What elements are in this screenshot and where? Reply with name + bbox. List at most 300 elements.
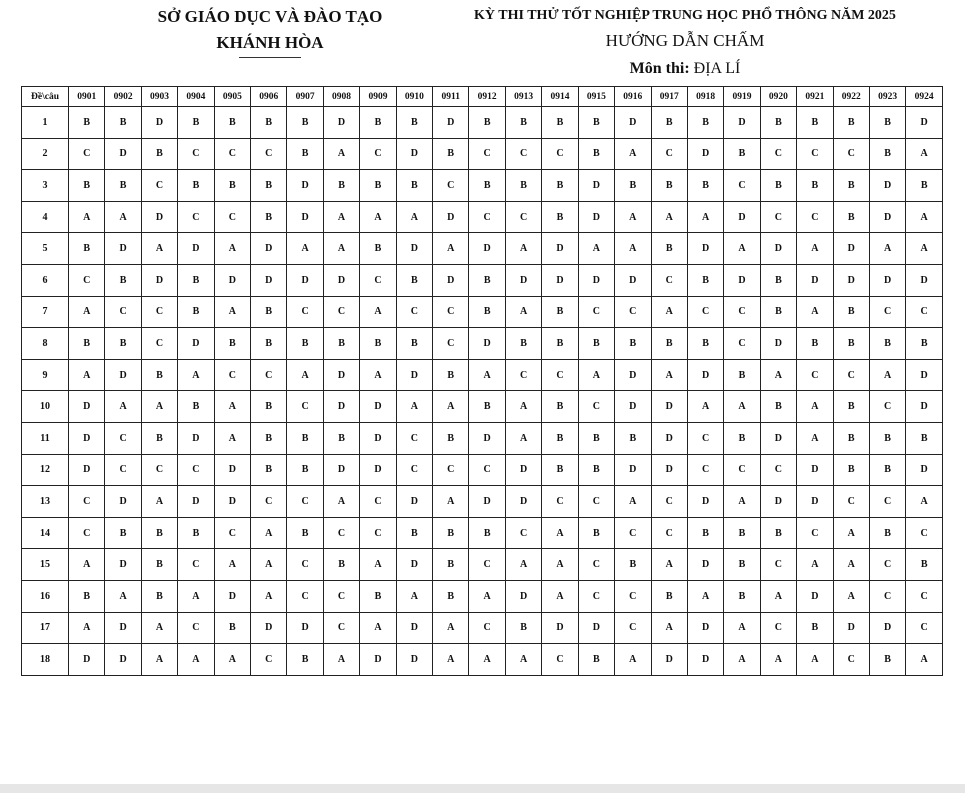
answer-cell: B xyxy=(69,107,105,139)
answer-cell: D xyxy=(833,612,869,644)
answer-cell: A xyxy=(724,644,760,676)
exam-code-header: 0919 xyxy=(724,87,760,107)
answer-cell: D xyxy=(287,612,323,644)
answer-cell: A xyxy=(214,391,250,423)
answer-cell: C xyxy=(287,391,323,423)
answer-cell: B xyxy=(578,454,614,486)
answer-cell: A xyxy=(396,580,432,612)
answer-cell: C xyxy=(323,580,359,612)
answer-cell: C xyxy=(687,422,723,454)
answer-cell: C xyxy=(178,138,214,170)
question-number: 6 xyxy=(22,264,69,296)
answer-cell: C xyxy=(69,264,105,296)
answer-cell: D xyxy=(833,264,869,296)
answer-cell: D xyxy=(178,486,214,518)
answer-cell: B xyxy=(906,422,943,454)
answer-cell: C xyxy=(578,391,614,423)
answer-cell: C xyxy=(578,296,614,328)
table-row xyxy=(22,264,943,296)
answer-cell: D xyxy=(651,454,687,486)
answer-cell: A xyxy=(360,201,396,233)
answer-cell: C xyxy=(542,138,578,170)
answer-cell: B xyxy=(396,328,432,360)
question-number: 16 xyxy=(22,580,69,612)
answer-cell: A xyxy=(360,296,396,328)
answer-cell: D xyxy=(214,264,250,296)
answer-cell: C xyxy=(214,201,250,233)
answer-cell: C xyxy=(469,549,505,581)
answer-cell: A xyxy=(760,359,796,391)
answer-cell: B xyxy=(287,138,323,170)
answer-cell: D xyxy=(287,170,323,202)
answer-cell: A xyxy=(69,359,105,391)
answer-cell: B xyxy=(615,549,651,581)
answer-cell: A xyxy=(615,486,651,518)
answer-cell: B xyxy=(178,264,214,296)
answer-cell: D xyxy=(105,549,141,581)
answer-cell: C xyxy=(178,549,214,581)
answer-cell: B xyxy=(469,517,505,549)
answer-cell: B xyxy=(251,296,287,328)
answer-cell: A xyxy=(578,359,614,391)
answer-cell: B xyxy=(141,549,177,581)
answer-cell: A xyxy=(724,233,760,265)
answer-cell: C xyxy=(251,359,287,391)
answer-cell: D xyxy=(760,486,796,518)
department-header xyxy=(120,6,420,58)
answer-cell: B xyxy=(542,422,578,454)
answer-cell: A xyxy=(69,612,105,644)
answer-cell: B xyxy=(433,359,469,391)
answer-cell: D xyxy=(214,454,250,486)
answer-cell: C xyxy=(869,580,905,612)
answer-cell: A xyxy=(69,549,105,581)
answer-cell: C xyxy=(760,549,796,581)
question-number: 5 xyxy=(22,233,69,265)
answer-cell: D xyxy=(105,644,141,676)
answer-cell: C xyxy=(651,264,687,296)
answer-cell: B xyxy=(651,580,687,612)
answer-cell: B xyxy=(651,107,687,139)
answer-cell: B xyxy=(251,201,287,233)
question-number: 11 xyxy=(22,422,69,454)
answer-cell: A xyxy=(433,612,469,644)
answer-cell: D xyxy=(615,264,651,296)
answer-cell: C xyxy=(69,138,105,170)
answer-cell: B xyxy=(214,107,250,139)
table-row xyxy=(22,422,943,454)
question-number: 10 xyxy=(22,391,69,423)
answer-cell: B xyxy=(287,328,323,360)
answer-cell: D xyxy=(178,422,214,454)
answer-cell: D xyxy=(869,612,905,644)
answer-cell: C xyxy=(615,296,651,328)
answer-cell: B xyxy=(396,264,432,296)
answer-cell: B xyxy=(542,170,578,202)
answer-cell: B xyxy=(396,170,432,202)
answer-cell: A xyxy=(906,201,943,233)
answer-cell: B xyxy=(433,138,469,170)
exam-code-header: 0905 xyxy=(214,87,250,107)
answer-cell: C xyxy=(360,486,396,518)
answer-cell: A xyxy=(542,517,578,549)
table-row xyxy=(22,107,943,139)
answer-cell: C xyxy=(141,170,177,202)
answer-cell: B xyxy=(323,328,359,360)
answer-cell: A xyxy=(505,644,541,676)
answer-cell: D xyxy=(906,264,943,296)
question-number: 7 xyxy=(22,296,69,328)
question-number: 8 xyxy=(22,328,69,360)
answer-cell: A xyxy=(833,580,869,612)
answer-cell: B xyxy=(396,517,432,549)
answer-cell: B xyxy=(105,517,141,549)
answer-cell: B xyxy=(178,107,214,139)
answer-cell: A xyxy=(505,296,541,328)
answer-cell: C xyxy=(287,486,323,518)
answer-cell: B xyxy=(578,644,614,676)
answer-cell: D xyxy=(141,264,177,296)
answer-cell: B xyxy=(833,328,869,360)
answer-cell: D xyxy=(724,107,760,139)
answer-cell: A xyxy=(724,391,760,423)
answer-cell: D xyxy=(578,612,614,644)
answer-cell: A xyxy=(69,296,105,328)
answer-cell: C xyxy=(906,517,943,549)
answer-cell: C xyxy=(469,454,505,486)
answer-cell: C xyxy=(287,549,323,581)
answer-cell: A xyxy=(105,580,141,612)
question-number: 9 xyxy=(22,359,69,391)
answer-cell: D xyxy=(651,422,687,454)
answer-cell: B xyxy=(178,170,214,202)
answer-cell: C xyxy=(833,138,869,170)
question-number: 13 xyxy=(22,486,69,518)
answer-cell: B xyxy=(687,264,723,296)
answer-cell: D xyxy=(869,170,905,202)
answer-cell: D xyxy=(360,391,396,423)
answer-cell: C xyxy=(433,328,469,360)
answer-cell: A xyxy=(797,549,833,581)
table-row xyxy=(22,644,943,676)
answer-cell: B xyxy=(615,422,651,454)
answer-cell: D xyxy=(578,264,614,296)
answer-cell: C xyxy=(615,612,651,644)
answer-cell: C xyxy=(542,644,578,676)
answer-cell: C xyxy=(178,612,214,644)
answer-cell: B xyxy=(542,296,578,328)
answer-cell: A xyxy=(542,549,578,581)
answer-cell: C xyxy=(214,517,250,549)
answer-cell: A xyxy=(615,644,651,676)
answer-cell: A xyxy=(360,549,396,581)
answer-cell: B xyxy=(869,138,905,170)
answer-cell: C xyxy=(505,201,541,233)
answer-cell: A xyxy=(323,644,359,676)
answer-cell: C xyxy=(105,296,141,328)
answer-cell: B xyxy=(615,328,651,360)
answer-cell: C xyxy=(433,170,469,202)
answer-cell: B xyxy=(469,170,505,202)
answer-cell: B xyxy=(251,328,287,360)
answer-cell: B xyxy=(141,138,177,170)
answer-cell: A xyxy=(69,201,105,233)
answer-cell: A xyxy=(323,138,359,170)
answer-cell: C xyxy=(469,201,505,233)
answer-cell: B xyxy=(505,107,541,139)
answer-cell: C xyxy=(433,296,469,328)
answer-cell: B xyxy=(760,296,796,328)
answer-cell: C xyxy=(505,138,541,170)
answer-cell: C xyxy=(178,201,214,233)
answer-cell: D xyxy=(869,201,905,233)
answer-cell: C xyxy=(69,486,105,518)
answer-cell: B xyxy=(797,328,833,360)
exam-code-header: 0911 xyxy=(433,87,469,107)
exam-code-header: 0902 xyxy=(105,87,141,107)
answer-cell: C xyxy=(251,138,287,170)
answer-cell: A xyxy=(760,580,796,612)
answer-cell: A xyxy=(505,391,541,423)
answer-cell: D xyxy=(287,201,323,233)
question-number: 4 xyxy=(22,201,69,233)
answer-cell: A xyxy=(687,580,723,612)
answer-cell: D xyxy=(615,454,651,486)
answer-cell: B xyxy=(906,549,943,581)
table-row xyxy=(22,201,943,233)
answer-cell: C xyxy=(760,201,796,233)
answer-cell: B xyxy=(141,422,177,454)
answer-cell: D xyxy=(615,391,651,423)
answer-cell: B xyxy=(505,170,541,202)
answer-cell: A xyxy=(178,644,214,676)
answer-cell: C xyxy=(396,454,432,486)
answer-cell: B xyxy=(651,233,687,265)
answer-cell: B xyxy=(542,107,578,139)
answer-cell: C xyxy=(797,201,833,233)
answer-cell: A xyxy=(869,233,905,265)
answer-cell: A xyxy=(906,233,943,265)
answer-cell: B xyxy=(724,580,760,612)
answer-cell: D xyxy=(396,359,432,391)
question-number: 12 xyxy=(22,454,69,486)
answer-cell: B xyxy=(105,264,141,296)
answer-cell: C xyxy=(833,644,869,676)
answer-cell: B xyxy=(433,422,469,454)
answer-cell: C xyxy=(797,359,833,391)
answer-cell: D xyxy=(105,612,141,644)
answer-cell: D xyxy=(797,264,833,296)
exam-code-header: 0912 xyxy=(469,87,505,107)
answer-cell: D xyxy=(214,486,250,518)
answer-cell: B xyxy=(724,517,760,549)
exam-code-header: 0910 xyxy=(396,87,432,107)
answer-cell: D xyxy=(469,422,505,454)
answer-cell: B xyxy=(251,454,287,486)
answer-cell: A xyxy=(433,644,469,676)
exam-code-header: 0921 xyxy=(797,87,833,107)
answer-cell: C xyxy=(797,517,833,549)
answer-cell: C xyxy=(214,359,250,391)
answer-cell: D xyxy=(360,454,396,486)
answer-cell: A xyxy=(105,391,141,423)
exam-code-header: 0917 xyxy=(651,87,687,107)
answer-cell: C xyxy=(141,328,177,360)
answer-cell: B xyxy=(760,170,796,202)
answer-cell: C xyxy=(251,486,287,518)
exam-title: KỲ THI THỬ TỐT NGHIỆP TRUNG HỌC PHỔ THÔNG NĂM 2025 xyxy=(474,8,896,23)
answer-cell: C xyxy=(287,296,323,328)
answer-cell: B xyxy=(469,296,505,328)
answer-cell: C xyxy=(469,612,505,644)
answer-cell: B xyxy=(869,107,905,139)
answer-cell: C xyxy=(724,454,760,486)
answer-cell: D xyxy=(615,107,651,139)
answer-cell: B xyxy=(797,612,833,644)
answer-cell: D xyxy=(251,264,287,296)
answer-cell: D xyxy=(651,644,687,676)
answer-cell: B xyxy=(505,612,541,644)
answer-cell: B xyxy=(578,328,614,360)
answer-cell: C xyxy=(287,580,323,612)
table-row xyxy=(22,454,943,486)
answer-cell: B xyxy=(833,454,869,486)
answer-cell: B xyxy=(724,422,760,454)
answer-cell: C xyxy=(869,486,905,518)
question-number: 18 xyxy=(22,644,69,676)
question-number: 3 xyxy=(22,170,69,202)
answer-cell: A xyxy=(214,233,250,265)
exam-code-header: 0922 xyxy=(833,87,869,107)
table-row xyxy=(22,612,943,644)
answer-cell: A xyxy=(724,612,760,644)
table-row xyxy=(22,170,943,202)
answer-cell: B xyxy=(869,328,905,360)
answer-cell: D xyxy=(833,233,869,265)
answer-cell: D xyxy=(505,264,541,296)
answer-cell: C xyxy=(906,296,943,328)
answer-cell: C xyxy=(69,517,105,549)
answer-cell: D xyxy=(687,138,723,170)
table-row xyxy=(22,233,943,265)
answer-cell: C xyxy=(797,138,833,170)
answer-cell: D xyxy=(687,612,723,644)
answer-cell: D xyxy=(323,391,359,423)
answer-cell: B xyxy=(178,517,214,549)
answer-cell: B xyxy=(687,328,723,360)
answer-cell: C xyxy=(651,486,687,518)
answer-cell: A xyxy=(687,391,723,423)
exam-code-header: 0916 xyxy=(615,87,651,107)
answer-cell: B xyxy=(214,612,250,644)
answer-cell: A xyxy=(287,233,323,265)
answer-cell: B xyxy=(251,170,287,202)
answer-cell: B xyxy=(287,107,323,139)
answer-cell: B xyxy=(833,296,869,328)
answer-cell: C xyxy=(178,454,214,486)
answer-cell: A xyxy=(505,233,541,265)
answer-cell: A xyxy=(360,612,396,644)
answer-cell: D xyxy=(505,486,541,518)
answer-cell: B xyxy=(287,422,323,454)
answer-cell: C xyxy=(251,644,287,676)
answer-cell: A xyxy=(505,549,541,581)
bottom-bar xyxy=(0,784,965,793)
answer-cell: A xyxy=(469,580,505,612)
answer-cell: C xyxy=(869,296,905,328)
answer-cell: A xyxy=(178,359,214,391)
answer-cell: B xyxy=(69,233,105,265)
answer-cell: D xyxy=(906,391,943,423)
answer-cell: A xyxy=(615,138,651,170)
answer-cell: B xyxy=(178,296,214,328)
answer-cell: D xyxy=(105,486,141,518)
answer-cell: A xyxy=(214,296,250,328)
answer-cell: B xyxy=(542,328,578,360)
answer-cell: A xyxy=(396,391,432,423)
answer-cell: D xyxy=(69,391,105,423)
answer-cell: B xyxy=(433,517,469,549)
answer-cell: A xyxy=(651,612,687,644)
answer-cell: C xyxy=(833,486,869,518)
answer-cell: B xyxy=(760,391,796,423)
exam-code-header: 0924 xyxy=(906,87,943,107)
answer-cell: C xyxy=(360,264,396,296)
answer-cell: A xyxy=(433,486,469,518)
answer-cell: B xyxy=(578,107,614,139)
answer-cell: B xyxy=(542,201,578,233)
answer-cell: D xyxy=(141,107,177,139)
answer-cell: A xyxy=(323,233,359,265)
answer-cell: A xyxy=(615,233,651,265)
answer-cell: A xyxy=(178,580,214,612)
table-row xyxy=(22,391,943,423)
answer-cell: B xyxy=(141,359,177,391)
exam-code-header: 0906 xyxy=(251,87,287,107)
exam-code-header: 0914 xyxy=(542,87,578,107)
answer-cell: C xyxy=(724,170,760,202)
answer-cell: B xyxy=(760,107,796,139)
answer-cell: B xyxy=(505,328,541,360)
answer-cell: A xyxy=(797,422,833,454)
answer-cell: B xyxy=(760,264,796,296)
answer-cell: A xyxy=(869,359,905,391)
answer-cell: D xyxy=(687,233,723,265)
answer-cell: D xyxy=(396,233,432,265)
answer-cell: D xyxy=(323,454,359,486)
answer-cell: C xyxy=(906,612,943,644)
answer-cell: C xyxy=(542,359,578,391)
answer-cell: C xyxy=(578,549,614,581)
answer-cell: D xyxy=(578,170,614,202)
answer-cell: C xyxy=(360,138,396,170)
exam-code-header: 0923 xyxy=(869,87,905,107)
answer-cell: C xyxy=(396,296,432,328)
answer-cell: C xyxy=(724,296,760,328)
answer-cell: D xyxy=(615,359,651,391)
subject-line xyxy=(420,58,950,80)
answer-cell: D xyxy=(797,454,833,486)
answer-cell: B xyxy=(833,201,869,233)
province-name: KHÁNH HÒA xyxy=(216,33,324,52)
answer-cell: B xyxy=(869,517,905,549)
answer-cell: B xyxy=(251,391,287,423)
answer-cell: B xyxy=(724,549,760,581)
answer-cell: B xyxy=(906,328,943,360)
answer-cell: C xyxy=(105,422,141,454)
answer-cell: D xyxy=(906,454,943,486)
exam-code-header: 0907 xyxy=(287,87,323,107)
